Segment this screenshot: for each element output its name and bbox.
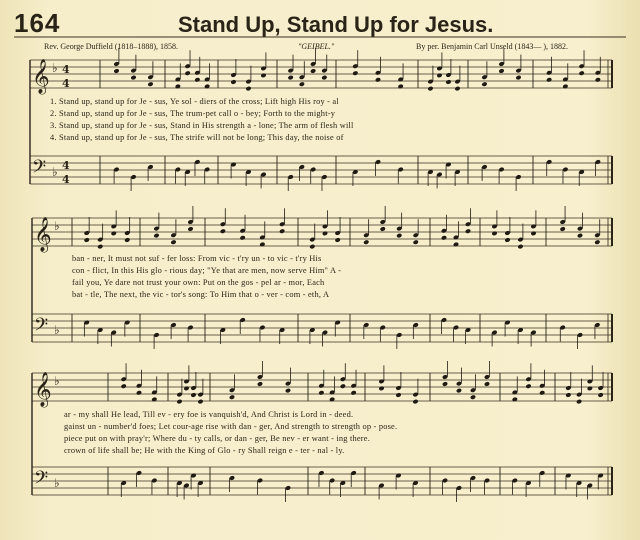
- note-head: [176, 399, 182, 405]
- hymn-number: 164: [14, 8, 61, 38]
- lyric-line: 2. Stand up, stand up for Je - sus, The trum-pet call o - bey; Forth to the might-y: [50, 109, 336, 118]
- note-head: [257, 381, 263, 387]
- note-head: [515, 75, 521, 81]
- time-signature: 4: [62, 159, 70, 172]
- note-head: [310, 68, 316, 74]
- flat-icon: ♭: [54, 476, 60, 490]
- note-head: [587, 386, 593, 392]
- note-head: [445, 79, 451, 85]
- note-head: [470, 394, 476, 400]
- flat-icon: ♭: [52, 61, 58, 75]
- flat-icon: ♭: [54, 374, 60, 388]
- note-head: [436, 73, 442, 79]
- note-head: [577, 233, 583, 239]
- note-head: [299, 81, 305, 87]
- note-head: [230, 79, 236, 85]
- lyric-line: crown of life shall be; He with the King of Glo - ry Shall reign e - ter - nal - ly.: [64, 446, 345, 455]
- note-head: [124, 237, 130, 243]
- note-head: [491, 231, 497, 237]
- note-head: [245, 86, 251, 92]
- note-head: [597, 392, 603, 398]
- note-head: [350, 390, 356, 396]
- time-signature: 4: [62, 63, 70, 76]
- flat-icon: ♭: [54, 323, 60, 337]
- note-head: [594, 239, 600, 245]
- tune-name: "GEIBEL.": [298, 42, 335, 51]
- lyric-line: con - flict, In this His glo - rious day; "Ye that are men, now serve Him" A -: [72, 266, 342, 275]
- note-head: [321, 75, 327, 81]
- note-head: [396, 233, 402, 239]
- bass-clef-icon: 𝄢: [34, 315, 49, 340]
- hymn-title: Stand Up, Stand Up for Jesus.: [178, 12, 494, 37]
- note-head: [335, 237, 341, 243]
- note-head: [481, 81, 487, 87]
- note-head: [194, 77, 200, 83]
- note-head: [454, 86, 460, 92]
- lyric-line: gainst un - number'd foes; Let cour-age rise with dan - ger, And strength to strength op - pose.: [64, 422, 398, 431]
- treble-clef-icon: 𝄞: [34, 372, 52, 407]
- time-signature: 4: [62, 77, 70, 90]
- note-head: [322, 231, 328, 237]
- note-head: [442, 381, 448, 387]
- note-head: [504, 237, 510, 243]
- note-head: [153, 233, 159, 239]
- note-head: [539, 390, 545, 396]
- note-head: [456, 388, 462, 394]
- note-head: [525, 383, 531, 389]
- note-head: [170, 239, 176, 245]
- note-head: [378, 386, 384, 392]
- flat-icon: ♭: [54, 219, 60, 233]
- note-head: [595, 77, 601, 83]
- note-head: [318, 390, 324, 396]
- note-head: [239, 235, 245, 241]
- lyric-line: bat - tle, The next, the vic - tor's song: To Him that o - ver - com - eth, A: [72, 290, 330, 299]
- note-head: [184, 70, 190, 76]
- note-head: [352, 70, 358, 76]
- lyric-line: 3. Stand up, stand up for Je - sus, Stand in His strength a - lone; The arm of flesh will: [50, 121, 354, 130]
- bass-clef-icon: 𝄢: [32, 157, 47, 182]
- note-head: [285, 388, 291, 394]
- note-head: [560, 226, 566, 232]
- note-head: [147, 81, 153, 87]
- note-head: [465, 228, 471, 234]
- note-head: [395, 392, 401, 398]
- note-head: [136, 390, 142, 396]
- note-head: [578, 70, 584, 76]
- note-head: [287, 75, 293, 81]
- bass-clef-icon: 𝄢: [34, 468, 49, 493]
- lyric-line: piece put on with pray'r; Where du - ty calls, or dan - ger, Be nev - er want - ing there.: [64, 434, 370, 443]
- note-head: [498, 68, 504, 74]
- note-head: [130, 75, 136, 81]
- note-head: [187, 226, 193, 232]
- note-head: [84, 237, 90, 243]
- note-head: [427, 86, 433, 92]
- note-head: [279, 228, 285, 234]
- note-head: [190, 392, 196, 398]
- note-head: [576, 399, 582, 405]
- treble-clef-icon: 𝄞: [32, 59, 50, 94]
- note-head: [565, 392, 571, 398]
- note-head: [375, 77, 381, 83]
- lyric-line: 1. Stand up, stand up for Je - sus, Ye sol - diers of the cross; Lift high His roy - al: [50, 97, 339, 106]
- lyric-line: ar - my shall He lead, Till ev - ery foe is vanquish'd, And Christ is Lord in - deed.: [64, 410, 354, 419]
- note-head: [309, 244, 315, 250]
- note-head: [363, 239, 369, 245]
- composer-credit: By per. Benjamin Carl Unseld (1843— ), 1882.: [416, 42, 568, 51]
- author-credit: Rev. George Duffield (1818–1888), 1858.: [44, 42, 179, 51]
- note-head: [229, 394, 235, 400]
- note-head: [380, 226, 386, 232]
- note-head: [413, 239, 419, 245]
- note-head: [484, 381, 490, 387]
- note-head: [340, 383, 346, 389]
- note-head: [113, 68, 119, 74]
- note-head: [517, 244, 523, 250]
- note-head: [260, 73, 266, 79]
- note-head: [441, 235, 447, 241]
- note-head: [97, 244, 103, 250]
- note-head: [530, 231, 536, 237]
- flat-icon: ♭: [52, 165, 58, 179]
- lyric-line: ban - ner, It must not suf - fer loss: From vic - t'ry un - to vic - t'ry His: [72, 254, 322, 263]
- note-head: [220, 228, 226, 234]
- note-head: [111, 231, 117, 237]
- note-head: [412, 399, 418, 405]
- note-head: [546, 77, 552, 83]
- lyric-line: 4. Stand up, stand up for Je - sus, The strife will not be long; This day, the noise of: [50, 133, 344, 142]
- lyric-line: fail you, Ye dare not trust your own: Put on the gos - pel ar - mor, Each: [72, 278, 325, 287]
- note-head: [197, 399, 203, 405]
- treble-clef-icon: 𝄞: [34, 217, 52, 252]
- note-head: [183, 386, 189, 392]
- note-head: [121, 383, 127, 389]
- time-signature: 4: [62, 173, 70, 186]
